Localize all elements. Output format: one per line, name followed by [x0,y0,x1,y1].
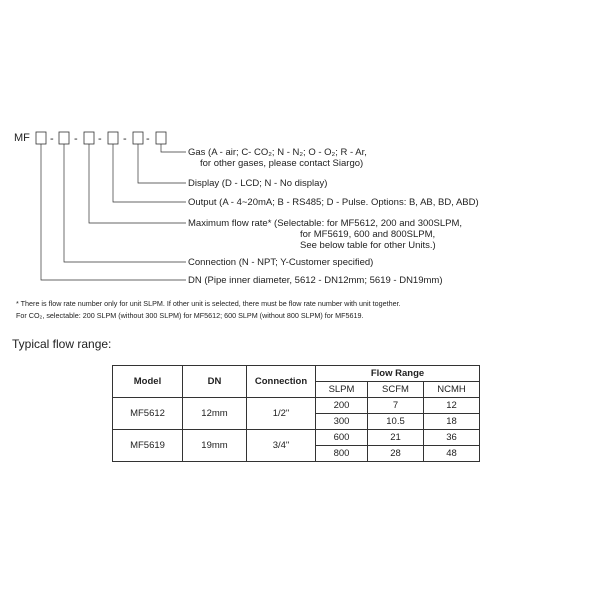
entry-gas-line2: for other gases, please contact Siargo) [200,158,364,169]
code-dash: - [74,133,78,145]
cell-connection: 1/2" [247,398,316,430]
code-box-3 [84,132,94,144]
cell-ncmh: 12 [424,398,480,414]
header-dn: DN [183,366,247,398]
code-dash: - [98,133,102,145]
leader-display [138,144,186,183]
table-row [113,430,480,446]
leader-output [113,144,186,202]
entry-dn: DN (Pipe inner diameter, 5612 - DN12mm; 5619 - DN19mm) [188,275,443,286]
cell-scfm: 21 [368,430,424,446]
table-row [113,398,480,414]
flow-range-table [112,365,480,462]
entry-gas: Gas (A - air; C- CO₂; N - N₂; O - O₂; R - Ar, [188,147,367,158]
cell-scfm: 10.5 [368,414,424,430]
cell-ncmh: 18 [424,414,480,430]
cell-scfm: 28 [368,446,424,462]
entry-display: Display (D - LCD; N - No display) [188,178,328,189]
header-ncmh: NCMH [424,382,480,398]
code-dash: - [146,133,150,145]
code-box-1 [36,132,46,144]
code-box-2 [59,132,69,144]
cell-scfm: 7 [368,398,424,414]
cell-dn: 19mm [183,430,247,462]
cell-model: MF5612 [113,398,183,430]
cell-ncmh: 48 [424,446,480,462]
code-box-5 [133,132,143,144]
leader-connection [64,144,186,262]
cell-model: MF5619 [113,430,183,462]
cell-slpm: 200 [316,398,368,414]
cell-connection: 3/4" [247,430,316,462]
cell-dn: 12mm [183,398,247,430]
leader-max-flow [89,144,186,223]
code-dash: - [50,133,54,145]
entry-max-flow-line3: See below table for other Units.) [300,240,436,251]
header-slpm: SLPM [316,382,368,398]
section-title: Typical flow range: [12,337,112,351]
code-box-6 [156,132,166,144]
entry-connection: Connection (N - NPT; Y-Customer specified) [188,257,374,268]
header-model: Model [113,366,183,398]
entry-max-flow: Maximum flow rate* (Selectable: for MF5612, 200 and 300SLPM, [188,218,463,229]
cell-ncmh: 36 [424,430,480,446]
cell-slpm: 600 [316,430,368,446]
code-prefix: MF [14,132,30,144]
footnote-line2: For CO₂, selectable: 200 SLPM (without 300 SLPM) for MF5612; 600 SLPM (without 800 SLPM) for MF5619. [16,311,364,320]
cell-slpm: 800 [316,446,368,462]
leader-gas [161,144,186,152]
leader-dn [41,144,186,280]
code-box-4 [108,132,118,144]
code-dash: - [123,133,127,145]
header-connection: Connection [247,366,316,398]
entry-max-flow-line2: for MF5619, 600 and 800SLPM, [300,229,436,240]
header-scfm: SCFM [368,382,424,398]
entry-output: Output (A - 4~20mA; B - RS485; D - Pulse. Options: B, AB, BD, ABD) [188,197,479,208]
footnote-line1: * There is flow rate number only for unit SLPM. If other unit is selected, there must be flow rate number with unit together. [16,299,401,308]
cell-slpm: 300 [316,414,368,430]
header-flow-range: Flow Range [316,366,480,382]
